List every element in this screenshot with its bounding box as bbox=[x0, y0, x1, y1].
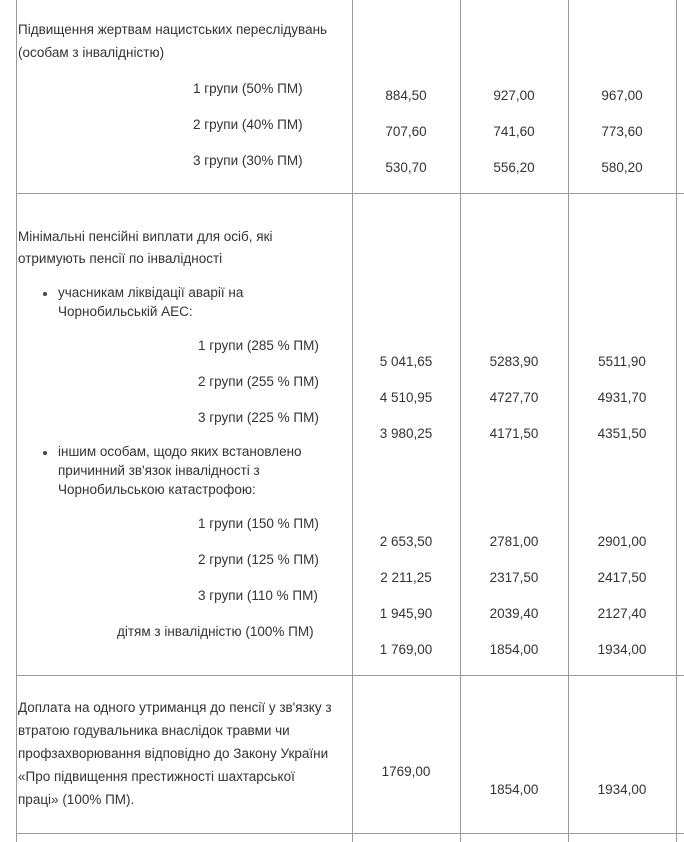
cell-value: 556,20 bbox=[493, 160, 535, 175]
cell-value: 2 211,25 bbox=[380, 570, 432, 585]
cell-value: 2127,40 bbox=[597, 606, 647, 621]
row-label: 2 групи (125 % ПМ) bbox=[198, 552, 319, 567]
cell-value: 741,60 bbox=[493, 124, 535, 139]
cell-value: 5283,90 bbox=[489, 354, 539, 369]
cell-value: 4931,70 bbox=[597, 390, 647, 405]
cell-value: 2901,00 bbox=[597, 534, 647, 549]
cell-value: 2 653,50 bbox=[379, 534, 433, 549]
cell-value: 2039,40 bbox=[489, 606, 539, 621]
table-border-right bbox=[676, 0, 677, 842]
section-title: (особам з інвалідністю) bbox=[18, 45, 165, 60]
cell-value: 1934,00 bbox=[597, 642, 647, 657]
row-label: 2 групи (255 % ПМ) bbox=[198, 374, 319, 389]
table-border-col2 bbox=[460, 0, 461, 842]
cell-value: 1854,00 bbox=[489, 642, 539, 657]
section-title: Мінімальні пенсійні виплати для осіб, які bbox=[18, 229, 273, 244]
cell-value: 2781,00 bbox=[489, 534, 539, 549]
row-label: 3 групи (110 % ПМ) bbox=[198, 588, 318, 603]
cell-value: 5511,90 bbox=[598, 354, 646, 369]
cell-value: 773,60 bbox=[601, 124, 643, 139]
row-label: 2 групи (40% ПМ) bbox=[193, 117, 303, 132]
cell-value: 1769,00 bbox=[381, 764, 431, 779]
cell-value: 967,00 bbox=[601, 88, 643, 103]
bullet-icon bbox=[43, 292, 47, 296]
cell-value: 1854,00 bbox=[489, 782, 539, 797]
table-border-left bbox=[16, 0, 17, 842]
row-label: 1 групи (150 % ПМ) bbox=[198, 516, 319, 531]
bullet-text: учасникам ліквідації аварії на bbox=[58, 285, 244, 300]
section-text: втратою годувальника внаслідок травми чи bbox=[18, 723, 290, 738]
cell-value: 4171,50 bbox=[489, 426, 539, 441]
bullet-text: Чорнобильській АЕС: bbox=[58, 304, 193, 319]
cell-value: 3 980,25 bbox=[379, 426, 433, 441]
cell-value: 1 769,00 bbox=[379, 642, 433, 657]
row-label: 3 групи (225 % ПМ) bbox=[198, 410, 319, 425]
table-border-col1 bbox=[352, 0, 353, 842]
bullet-icon bbox=[43, 451, 47, 455]
table-row-divider bbox=[16, 833, 684, 834]
cell-value: 1934,00 bbox=[597, 782, 647, 797]
table-row-divider bbox=[16, 675, 684, 676]
cell-value: 707,60 bbox=[385, 124, 427, 139]
row-label: 1 групи (285 % ПМ) bbox=[198, 338, 319, 353]
row-label: дітям з інвалідністю (100% ПМ) bbox=[117, 624, 314, 639]
section-text: Доплата на одного утриманця до пенсії у зв'язку з bbox=[18, 700, 332, 715]
cell-value: 530,70 bbox=[385, 160, 427, 175]
cell-value: 4 510,95 bbox=[379, 390, 433, 405]
cell-value: 4727,70 bbox=[489, 390, 539, 405]
table-row-divider bbox=[16, 193, 684, 194]
bullet-text: Чорнобильською катастрофою: bbox=[58, 482, 256, 497]
section-title: Підвищення жертвам нацистських переслідувань bbox=[18, 22, 328, 37]
cell-value: 1 945,90 bbox=[379, 606, 433, 621]
table-border-col3 bbox=[568, 0, 569, 842]
section-text: «Про підвищення престижності шахтарської bbox=[18, 769, 295, 784]
section-text: праці» (100% ПМ). bbox=[18, 792, 135, 807]
cell-value: 927,00 bbox=[493, 88, 535, 103]
row-label: 1 групи (50% ПМ) bbox=[193, 81, 303, 96]
cell-value: 884,50 bbox=[385, 88, 427, 103]
row-label: 3 групи (30% ПМ) bbox=[193, 153, 303, 168]
bullet-text: причинний зв'язок інвалідності з bbox=[58, 463, 260, 478]
cell-value: 2317,50 bbox=[489, 570, 539, 585]
cell-value: 2417,50 bbox=[597, 570, 647, 585]
cell-value: 580,20 bbox=[601, 160, 643, 175]
cell-value: 4351,50 bbox=[597, 426, 647, 441]
cell-value: 5 041,65 bbox=[379, 354, 433, 369]
section-title: отримують пенсії по інвалідності bbox=[18, 251, 223, 266]
section-text: профзахворювання відповідно до Закону України bbox=[18, 746, 329, 761]
bullet-text: іншим особам, щодо яких встановлено bbox=[58, 444, 302, 459]
